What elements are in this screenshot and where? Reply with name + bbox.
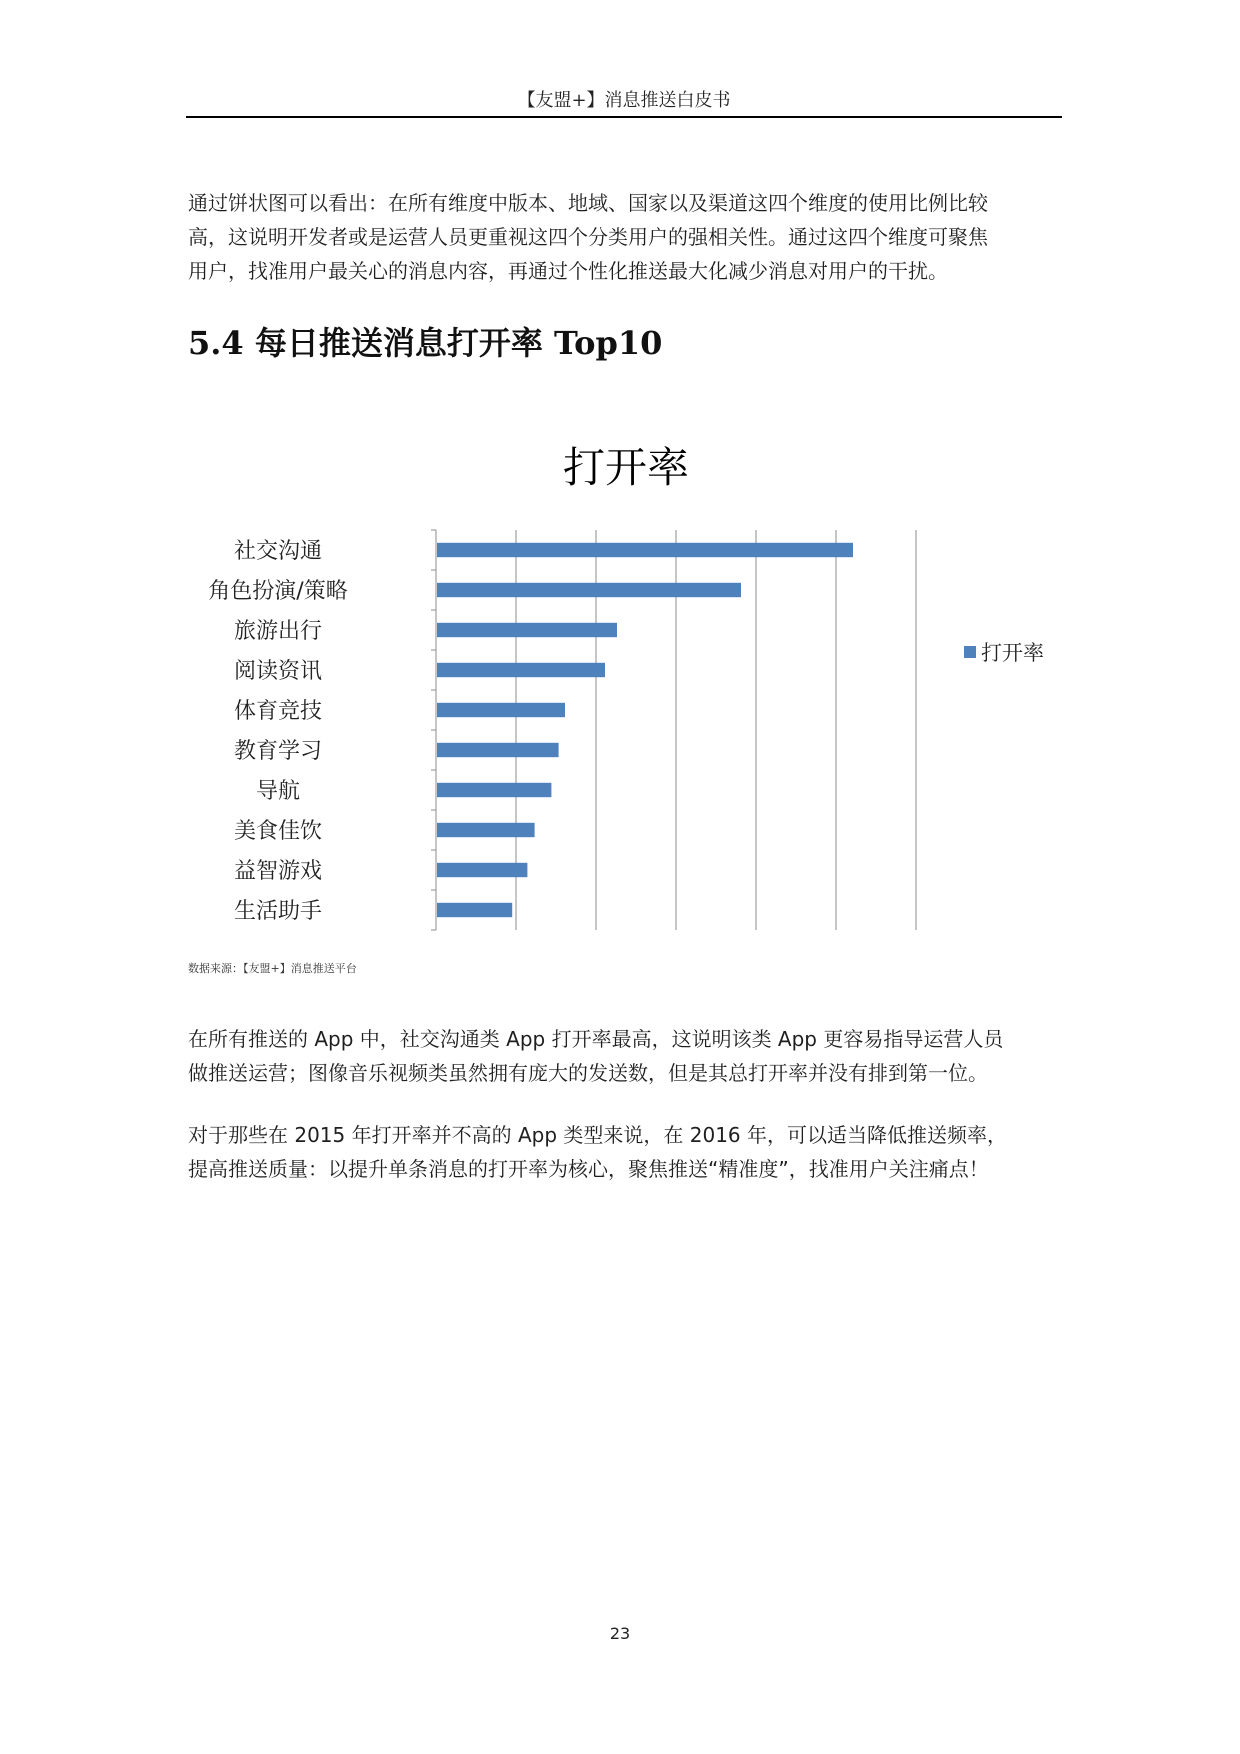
bar	[437, 583, 741, 597]
chart-title: 打开率	[562, 443, 690, 492]
category-label: 社交沟通	[233, 539, 323, 564]
category-label: 益智游戏	[233, 859, 323, 884]
legend-label: 打开率	[981, 641, 1044, 665]
header-rule	[186, 116, 1062, 118]
category-label: 角色扮演/策略	[208, 579, 348, 604]
intro-paragraph	[188, 186, 1062, 288]
legend-swatch	[964, 646, 976, 658]
category-label: 阅读资讯	[233, 659, 323, 684]
bar	[437, 903, 512, 917]
intro-line-2: 高，这说明开发者或是运营人员更重视这四个分类用户的强相关性。通过这四个维度可聚焦	[188, 225, 988, 249]
body-paragraph-2-line-2: 提高推送质量：以提升单条消息的打开率为核心，聚焦推送“精准度”，找准用户关注痛点！	[188, 1157, 989, 1181]
open-rate-bar-chart	[186, 420, 1066, 950]
body-paragraph-2-line-1: 对于那些在 2015 年打开率并不高的 App 类型来说，在 2016 年，可以适当降低推送频率，	[188, 1123, 1008, 1147]
bar	[437, 703, 565, 717]
category-label: 教育学习	[233, 739, 323, 764]
data-source-note: 数据来源：【友盟+】消息推送平台	[188, 962, 357, 975]
section-title: 5.4 每日推送消息打开率 Top10	[188, 324, 663, 362]
category-label: 生活助手	[233, 899, 323, 924]
bar	[437, 663, 605, 677]
category-label: 美食佳饮	[233, 819, 323, 844]
page-number: 23	[609, 1624, 631, 1643]
bar	[437, 543, 853, 557]
category-label: 导航	[255, 779, 301, 804]
bar	[437, 863, 527, 877]
category-label: 旅游出行	[233, 619, 323, 644]
document-header: 【友盟+】消息推送白皮书	[517, 90, 731, 111]
body-paragraph-1-line-2: 做推送运营；图像音乐视频类虽然拥有庞大的发送数，但是其总打开率并没有排到第一位。	[188, 1061, 988, 1085]
body-paragraph-1	[188, 1022, 1062, 1090]
body-paragraph-1-line-1: 在所有推送的 App 中，社交沟通类 App 打开率最高，这说明该类 App 更容易指导运营人员	[188, 1027, 1004, 1051]
bar	[437, 783, 551, 797]
bar	[437, 823, 535, 837]
body-paragraph-2	[188, 1118, 1062, 1186]
intro-line-3: 用户，找准用户最关心的消息内容，再通过个性化推送最大化减少消息对用户的干扰。	[188, 259, 948, 283]
bar	[437, 743, 559, 757]
bar	[437, 623, 617, 637]
category-label: 体育竞技	[233, 699, 323, 724]
intro-line-1: 通过饼状图可以看出：在所有维度中版本、地域、国家以及渠道这四个维度的使用比例比较	[188, 191, 988, 215]
